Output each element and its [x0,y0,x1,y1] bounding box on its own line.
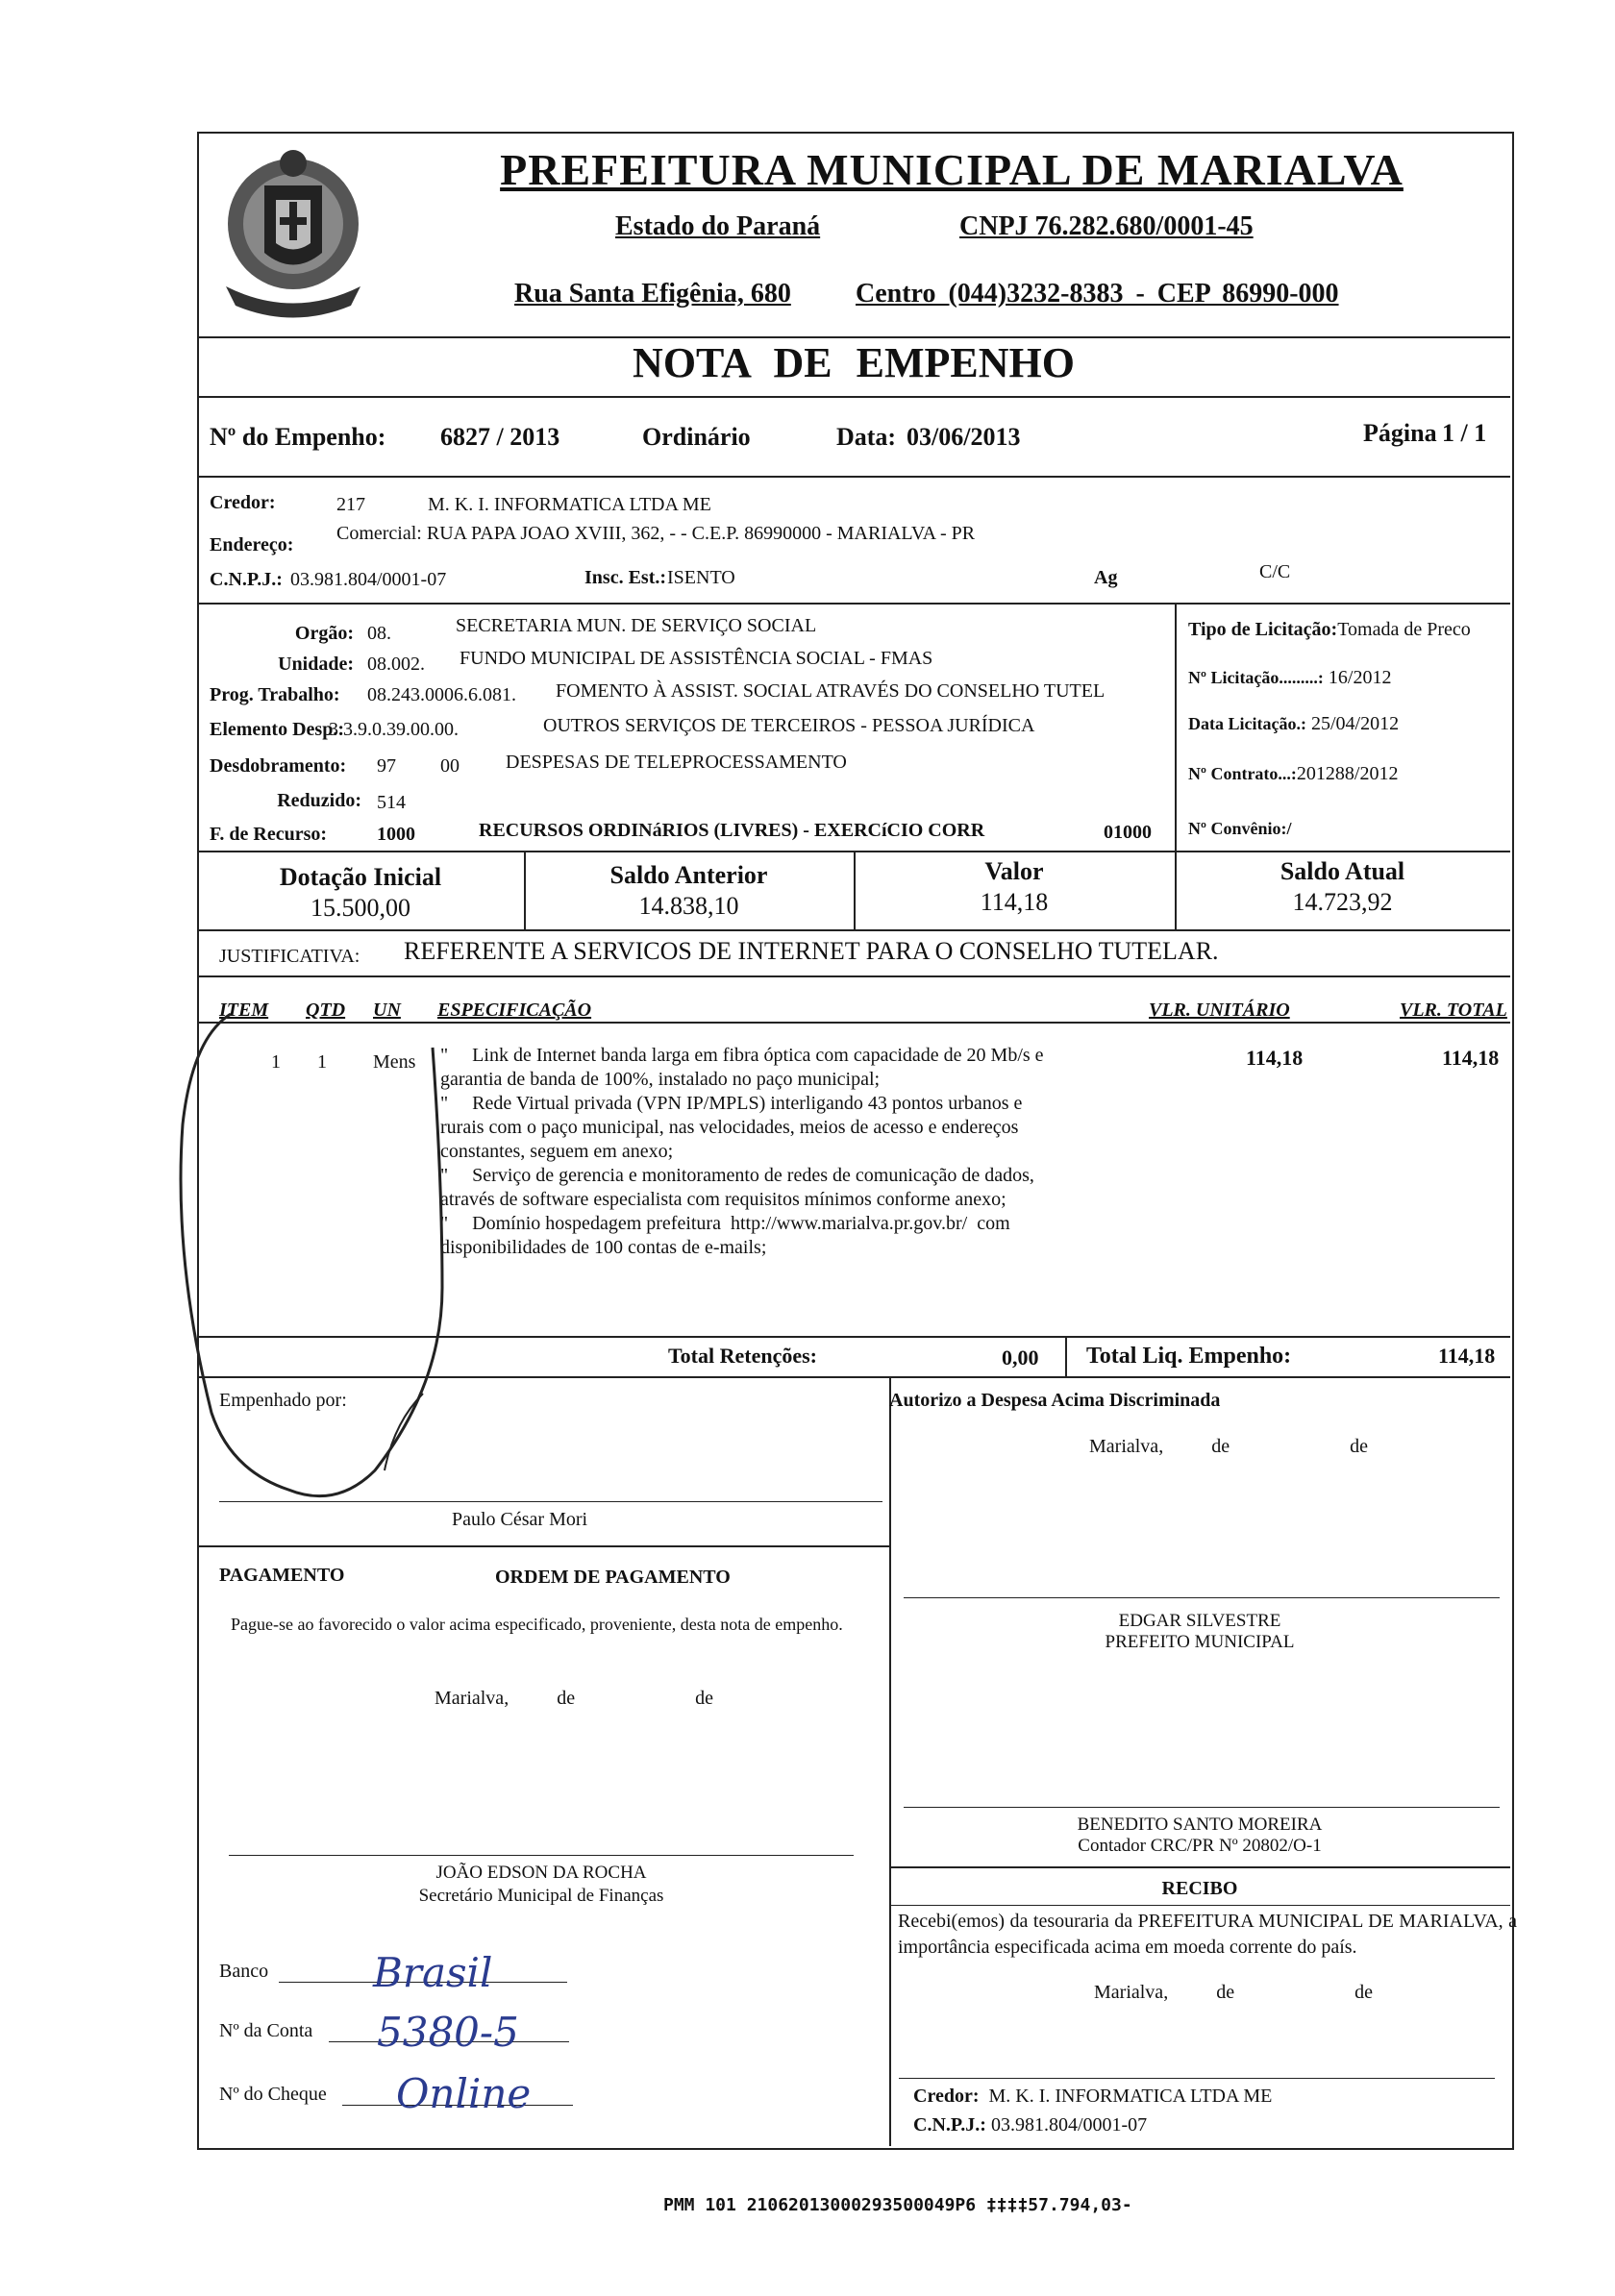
item-spec-line: através de software especialista com requisitos mínimos conforme anexo; [440,1189,1006,1210]
payment-text: Pague-se ao favorecido o valor acima especificado, proveniente, desta nota de empenho. [231,1615,843,1634]
divider [889,1376,891,2146]
item-spec-line: " Rede Virtual privada (VPN IP/MPLS) interligando 43 pontos urbanos e [440,1093,1023,1114]
empenho-type: Ordinário [642,423,751,451]
header-cnpj: CNPJ 76.282.680/0001-45 [959,211,1254,241]
payment-label: PAGAMENTO [219,1565,345,1586]
payment-place-date: Marialva, de de [435,1688,713,1709]
liquido-label: Total Liq. Empenho: [1086,1344,1292,1369]
desdobramento-code2: 00 [440,755,460,777]
header-contact: Centro (044)3232-8383 - CEP 86990-000 [856,279,1339,309]
ie-value: ISENTO [667,567,735,588]
item-spec-line: " Domínio hospedagem prefeitura http://www.marialva.pr.gov.br/ com [440,1213,1010,1234]
item-unit: Mens [373,1051,416,1073]
saldo-anterior-value: 14.838,10 [638,892,739,920]
creditor-code: 217 [336,494,365,515]
creditor-name: M. K. I. INFORMATICA LTDA ME [428,494,711,515]
creditor-address: Comercial: RUA PAPA JOAO XVIII, 362, - - C.E.P. 86990000 - MARIALVA - PR [336,523,976,544]
col-spec: ESPECIFICAÇÃO [437,1000,592,1021]
convenio-label: Nº Convênio:/ [1188,819,1292,838]
desdobramento-code1: 97 [377,755,396,777]
accountant-title: Contador CRC/PR Nº 20802/O-1 [1078,1836,1322,1856]
finance-secretary-name: JOÃO EDSON DA ROCHA [435,1863,647,1883]
receipt-creditor-label: Credor: [913,2086,980,2107]
recurso-label: F. de Recurso: [210,824,328,845]
licitacao-number [1188,667,1391,689]
unidade-label: Unidade: [278,654,354,675]
desdobramento-label: Desdobramento: [210,755,347,777]
prog-code: 08.243.0006.6.081. [367,684,516,705]
creditor-label: Credor: [210,492,276,513]
item-qtd: 1 [317,1051,327,1073]
mayor-title: PREFEITO MUNICIPAL [1105,1632,1295,1652]
receipt-creditor-name: M. K. I. INFORMATICA LTDA ME [988,2086,1273,2107]
payment-order-label: ORDEM DE PAGAMENTO [495,1567,731,1588]
ie-label: Insc. Est.: [584,567,667,588]
contract-value: 201288/2012 [1296,763,1399,784]
valor-value: 114,18 [980,888,1049,916]
prog-name: FOMENTO À ASSIST. SOCIAL ATRAVÉS DO CONSELHO TUTEL [556,680,1106,702]
orgao-code: 08. [367,623,391,644]
saldo-atual-value: 14.723,92 [1292,888,1393,916]
ag-label: Ag [1094,567,1118,588]
orgao-name: SECRETARIA MUN. DE SERVIÇO SOCIAL [456,615,817,636]
item-spec-line: rurais com o paço municipal, nas velocidades, meios de acesso e endereços [440,1117,1019,1138]
licitacao-date [1188,713,1399,735]
mayor-name: EDGAR SILVESTRE [1118,1611,1281,1631]
col-total: VLR. TOTAL [1400,1000,1507,1021]
creditor-cnpj-label: C.N.P.J.: [210,569,283,590]
licitacao-number-value: 16/2012 [1328,667,1392,688]
prog-label: Prog. Trabalho: [210,684,340,705]
recurso-number: 01000 [1104,822,1152,843]
document-title: NOTA DE EMPENHO [633,339,1075,386]
licitacao-type-value: Tomada de Preco [1337,619,1471,640]
divider [889,1866,1510,1868]
recurso-code: 1000 [377,824,415,845]
empenhado-name: Paulo César Mori [452,1509,588,1530]
header-address: Rua Santa Efigênia, 680 [514,279,791,309]
divider [197,603,1510,605]
coat-of-arms-logo [207,142,380,334]
item-spec-line: disponibilidades de 100 contas de e-mails; [440,1237,767,1258]
justification-label: JUSTIFICATIVA: [219,946,360,967]
divider [889,1905,1510,1906]
creditor-cnpj: 03.981.804/0001-07 [290,569,447,590]
divider [197,396,1510,398]
recurso-name: RECURSOS ORDINáRIOS (LIVRES) - EXERCíCIO CORR [479,820,985,841]
receipt-text: Recebi(emos) da tesouraria da PREFEITURA MUNICIPAL DE MARIALVA, a importância especificada acima em moeda corrente do país. [898,1911,1517,1958]
col-item: ITEM [219,1000,269,1021]
receipt-creditor [913,2086,1272,2108]
col-un: UN [373,1000,401,1021]
col-unit-price: VLR. UNITÁRIO [1149,1000,1290,1021]
item-spec-line: constantes, seguem em anexo; [440,1141,674,1162]
empenhado-label: Empenhado por: [219,1390,347,1411]
saldo-atual-label: Saldo Atual [1280,857,1405,885]
header-title: PREFEITURA MUNICIPAL DE MARIALVA [500,145,1404,194]
dotacao-label: Dotação Inicial [279,863,442,891]
item-spec-line: " Link de Internet banda larga em fibra óptica com capacidade de 20 Mb/s e [440,1045,1044,1066]
receipt-cnpj [913,2114,1147,2136]
justification-text: REFERENTE A SERVICOS DE INTERNET PARA O CONSELHO TUTELAR. [404,937,1219,965]
footer-barcode-text: PMM 101 21062013000293500049P6 ‡‡‡‡57.794,03- [663,2195,1132,2215]
header-state: Estado do Paraná [615,211,821,241]
signature-line [229,1855,854,1856]
licitacao-number-label: Nº Licitação.........: [1188,668,1324,687]
valor-label: Valor [984,857,1044,885]
empenho-number-label: Nº do Empenho: [210,423,386,451]
divider [1175,603,1177,851]
desdobramento-name: DESPESAS DE TELEPROCESSAMENTO [506,752,847,773]
contract-number [1188,763,1398,785]
unidade-name: FUNDO MUNICIPAL DE ASSISTÊNCIA SOCIAL - FMAS [460,648,933,669]
bank-handwritten: Brasil [373,1949,493,1996]
orgao-label: Orgão: [294,623,354,644]
contract-label: Nº Contrato...: [1188,764,1297,783]
accountant-name: BENEDITO SANTO MOREIRA [1077,1815,1323,1835]
unidade-code: 08.002. [367,654,425,675]
retencoes-label: Total Retenções: [668,1344,817,1368]
receipt-label: RECIBO [1161,1878,1238,1899]
elemento-label: Elemento Desp.: [210,719,344,740]
signature-line [904,1807,1500,1808]
empenho-date-label: Data: [836,423,897,451]
col-qtd: QTD [306,1000,346,1021]
cc-label: C/C [1259,561,1291,582]
signature-line [899,2078,1495,2079]
saldo-anterior-label: Saldo Anterior [609,861,768,889]
address-label: Endereço: [210,534,294,555]
reduzido-value: 514 [377,792,406,813]
autorizo-text: Autorizo a Despesa Acima Discriminada [889,1390,1221,1411]
account-label: Nº da Conta [219,2020,313,2041]
item-unit-price: 114,18 [1246,1046,1304,1070]
licitacao-date-label: Data Licitação.: [1188,714,1306,733]
handwritten-signature-mark [154,971,615,1547]
item-number: 1 [271,1051,281,1073]
licitacao-type [1188,619,1471,641]
empenho-number: 6827 / 2013 [440,423,560,451]
empenho-date: 03/06/2013 [907,423,1021,451]
licitacao-date-value: 25/04/2012 [1310,713,1400,734]
elemento-name: OUTROS SERVIÇOS DE TERCEIROS - PESSOA JURÍDICA [543,715,1035,736]
dotacao-value: 15.500,00 [311,894,410,922]
liquido-value: 114,18 [1438,1344,1496,1368]
account-handwritten: 5380-5 [377,2009,519,2056]
receipt-cnpj-label: C.N.P.J.: [913,2114,986,2136]
item-spec-line: garantia de banda de 100%, instalado no paço municipal; [440,1069,881,1090]
item-total: 114,18 [1442,1046,1500,1070]
divider [197,929,1510,931]
page-label: Página [1363,419,1437,447]
cheque-handwritten: Online [396,2070,532,2117]
finance-secretary-title: Secretário Municipal de Finanças [418,1886,664,1906]
cheque-label: Nº do Cheque [219,2084,327,2105]
autorizo-place-date: Marialva, de de [1089,1436,1368,1457]
receipt-cnpj-value: 03.981.804/0001-07 [990,2114,1148,2136]
bank-label: Banco [219,1961,269,1982]
receipt-place-date: Marialva, de de [1094,1982,1373,2003]
divider [1065,1336,1067,1376]
item-spec-line: " Serviço de gerencia e monitoramento de redes de comunicação de dados, [440,1165,1034,1186]
reduzido-label: Reduzido: [277,790,361,811]
divider [197,476,1510,478]
elemento-code: 3.3.9.0.39.00.00. [329,719,459,740]
retencoes-value: 0,00 [1002,1346,1039,1370]
signature-line [904,1597,1500,1598]
licitacao-type-label: Tipo de Licitação: [1188,619,1338,640]
page-number: 1 / 1 [1442,419,1487,447]
